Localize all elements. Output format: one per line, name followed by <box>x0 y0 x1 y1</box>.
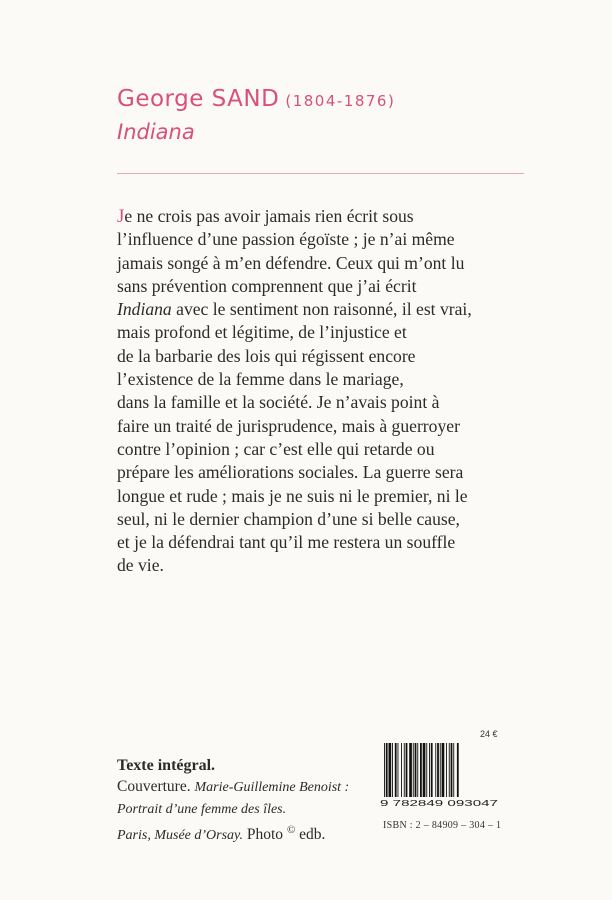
quote-line: dans la famille et la société. Je n’avais point à <box>117 392 440 413</box>
barcode-bar <box>389 743 392 797</box>
barcode-digits: 9 782849 093047 <box>380 798 498 807</box>
barcode-bar <box>431 743 433 797</box>
barcode-bar <box>426 743 427 797</box>
barcode <box>380 743 498 807</box>
barcode-bar <box>417 743 418 797</box>
quote-line: l’existence de la femme dans le mariage, <box>117 369 404 390</box>
barcode-bar <box>446 743 447 797</box>
credits-heading: Texte intégral. <box>117 757 216 774</box>
isbn: ISBN : 2 – 84909 – 304 – 1 <box>383 820 502 831</box>
book-title: Indiana <box>117 120 195 144</box>
price: 24 € <box>480 729 498 739</box>
drop-cap: J <box>117 206 125 227</box>
barcode-bar <box>384 743 385 797</box>
barcode-bar <box>398 743 399 797</box>
quote-line: Indiana avec le sentiment non raisonné, il est vrai, <box>117 299 472 320</box>
quote-line: prépare les améliorations sociales. La guerre sera <box>117 462 464 483</box>
quote-line: Je ne crois pas avoir jamais rien écrit sous <box>117 206 414 227</box>
quote <box>117 205 507 578</box>
barcode-bar <box>451 743 453 797</box>
quote-line: contre l’opinion ; car c’est elle qui retarde ou <box>117 438 435 459</box>
barcode-bar <box>386 743 388 797</box>
author-line <box>117 86 527 112</box>
quote-line: mais profond et légitime, de l’injustice et <box>117 322 407 343</box>
barcode-bars <box>384 743 459 797</box>
barcode-bar <box>401 743 402 797</box>
quote-line: faire un traité de jurisprudence, mais à guerroyer <box>117 415 460 436</box>
author-name: George SAND <box>117 86 280 112</box>
copyright-symbol: © <box>286 824 296 836</box>
quote-line: seul, ni le dernier champion d’une si belle cause, <box>117 508 460 529</box>
barcode-bar <box>415 743 417 797</box>
barcode-bar <box>413 743 414 797</box>
quote-line: de vie. <box>117 555 164 576</box>
barcode-bar <box>437 743 439 797</box>
barcode-bar <box>457 743 459 797</box>
barcode-bar <box>409 743 412 797</box>
quote-line: l’influence d’une passion égoïste ; je n’ai même <box>117 229 455 250</box>
barcode-bar <box>423 743 426 797</box>
barcode-bar <box>406 743 408 797</box>
quote-line: jamais songé à m’en défendre. Ceux qui m’ont lu <box>117 252 465 273</box>
barcode-bar <box>404 743 405 797</box>
location-line: Paris, Musée d’Orsay. Photo © edb. <box>117 824 326 844</box>
barcode-bar <box>395 743 397 797</box>
quote-line: longue et rude ; mais je ne suis ni le premier, ni le <box>117 485 468 506</box>
quote-line: sans prévention comprennent que j’ai écrit <box>117 275 417 296</box>
barcode-bar <box>420 743 422 797</box>
barcode-bar <box>435 743 436 797</box>
cover-title-line: Portrait d’une femme des îles. <box>117 802 287 817</box>
quote-line: et je la défendrai tant qu’il me restera un souffle <box>117 532 456 553</box>
header <box>117 86 527 144</box>
barcode-bar <box>453 743 454 797</box>
italic-title: Indiana <box>117 299 172 320</box>
cover-line: Couverture. Marie-Guillemine Benoist : <box>117 778 350 795</box>
barcode-bar <box>429 743 430 797</box>
quote-line: de la barbarie des lois qui régissent encore <box>117 345 416 366</box>
divider <box>117 173 524 174</box>
barcode-bar <box>449 743 450 797</box>
credits <box>117 755 377 846</box>
barcode-bar <box>392 743 393 797</box>
barcode-bar <box>440 743 441 797</box>
author-dates: (1804-1876) <box>285 92 396 110</box>
barcode-bar <box>442 743 445 797</box>
